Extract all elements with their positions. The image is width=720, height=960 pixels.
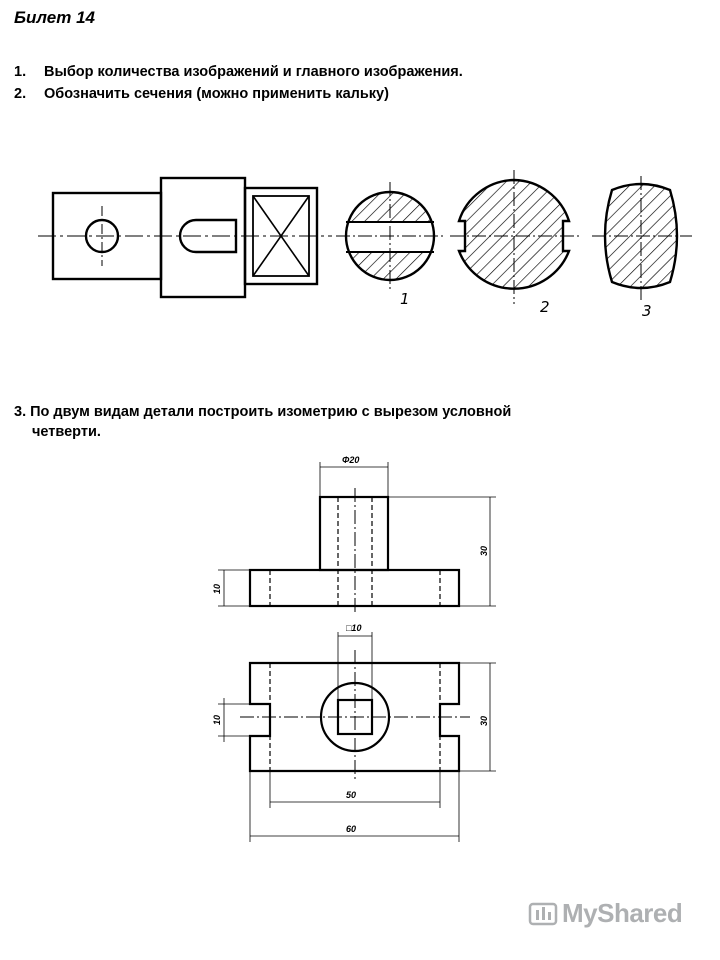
front-view-dimensions bbox=[218, 462, 496, 606]
dim-diameter: Φ20 bbox=[342, 455, 360, 465]
dim-inner-length: 50 bbox=[346, 790, 357, 800]
dim-base-height: 10 bbox=[212, 583, 222, 594]
ticket-title: Билет 14 bbox=[14, 8, 95, 27]
section-3 bbox=[592, 176, 692, 302]
task-1-text: Выбор количества изображений и главного изображения. bbox=[44, 64, 463, 80]
section-2 bbox=[450, 170, 580, 304]
dim-square: □10 bbox=[346, 623, 362, 633]
task-1-number: 1. bbox=[14, 64, 27, 80]
dim-overall-length: 60 bbox=[346, 824, 357, 834]
watermark-logo-icon bbox=[528, 898, 558, 928]
section-1 bbox=[336, 182, 444, 290]
dim-slot: 10 bbox=[212, 714, 222, 725]
task-3-text: По двум видам детали построить изометрию с вырезом условной bbox=[30, 404, 512, 420]
task-2-number: 2. bbox=[14, 86, 27, 102]
shaft-drawing bbox=[53, 178, 317, 297]
section-2-label: 2 bbox=[540, 298, 550, 316]
front-view bbox=[250, 488, 459, 614]
dim-depth: 30 bbox=[479, 715, 489, 726]
dim-height-total: 30 bbox=[479, 545, 489, 556]
section-1-label: 1 bbox=[400, 290, 410, 308]
task-3-text-continued: четверти. bbox=[32, 424, 101, 440]
task-3-number: 3. bbox=[14, 404, 27, 420]
watermark-text: MyShared bbox=[562, 898, 683, 928]
section-3-label: 3 bbox=[642, 302, 652, 320]
task-2-text: Обозначить сечения (можно применить кальку) bbox=[44, 86, 389, 102]
top-view bbox=[240, 650, 470, 780]
shaft-collar bbox=[161, 178, 245, 297]
